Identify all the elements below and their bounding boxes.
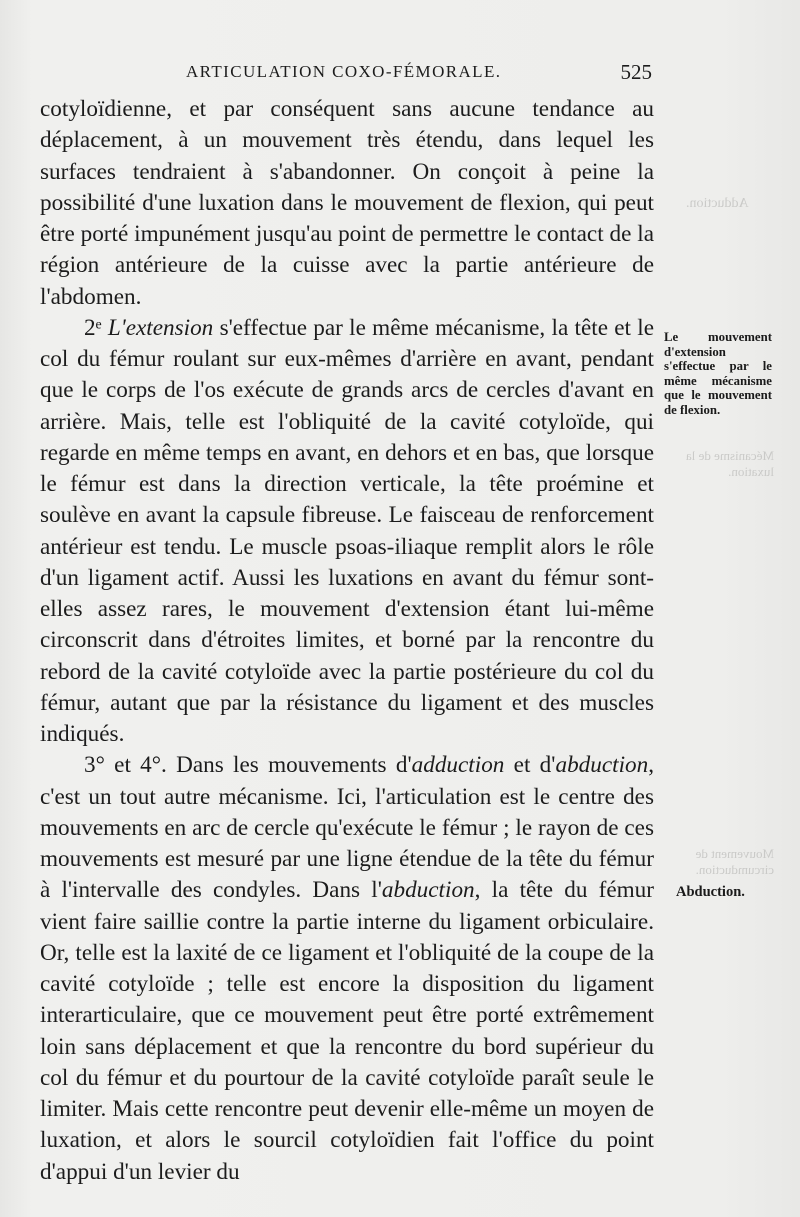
running-title: ARTICULATION COXO-FÉMORALE. [186, 62, 502, 81]
term-abduction: abduction [381, 877, 475, 904]
term-abduction: abduction [555, 752, 649, 779]
bleed-through-text: Mouvement de circumduction. [695, 846, 774, 877]
paragraph-number: 2ᵉ [84, 314, 102, 341]
paragraph-text: s'effectue par le même mécanisme, la tête et le col du fémur roulant sur eux-mêmes d'arrière en avant, pendant que le corps de l'os exécute de grands arcs de cercles d'avant en arrière. Mais, telle est l'obliquité de la cavité cotyloïde, qui regarde en même temps en avant, en dehors et en bas, que lorsque le fémur est dans la direction verticale, la tête proémine et soulève en avant la capsule fibreuse. Le faisceau de renforcement antérieur est tendu. Le muscle psoas-iliaque remplit alors le rôle d'un ligament actif. Aussi les luxations en avant du fémur sont-elles assez rares, le mouvement d'extension étant lui-même circonscrit dans d'étroites limites, et borné par la rencontre du rebord de la cavité cotyloïde avec la partie postérieure du col du fémur, autant que par la résistance du ligament et des muscles indiqués. [40, 314, 655, 747]
paragraph-flexion-end: cotyloïdienne, et par conséquent sans aucune tendance au déplacement, à un mouvement très étendu, dans lequel les surfaces tendraient à s'abandonner. On conçoit à peine la possibilité d'une luxation dans le mouvement de flexion, qui peut être porté impunément jusqu'au point de permettre le contact de la région antérieure de la cuisse avec la partie antérieure de l'abdomen. [40, 96, 654, 310]
paragraph-number: 3° et 4°. [84, 752, 167, 779]
term-extension: L'extension [107, 314, 214, 341]
margin-note-abduction: Abduction. [676, 884, 745, 900]
page-number: 525 [620, 60, 652, 84]
bleed-through-text: Mécanisme de la luxation. [685, 448, 774, 479]
paragraph-text: , la tête du fémur vient faire saillie contre la partie interne du ligament orbiculaire. Or, telle est la laxité de ce ligament et l'obliquité de la coupe de la cavité cotyloïde ; telle est encore la disposition du ligament interarticulaire, que ce mouvement peut être porté extrêmement loin sans déplacement et que la rencontre du bord supérieur du col du fémur et du pourtour de la cavité cotyloïde paraît seule le limiter. Mais cette rencontre peut devenir elle-même un moyen de luxation, et alors le sourcil cotyloïdien fait l'office du point d'appui d'un levier du [40, 877, 654, 1185]
paragraph-text: , c'est un tout autre mécanisme. Ici, l'articulation est le centre des mouvements en arc de cercle qu'exécute le fémur ; le rayon de ces mouvements est mesuré par une ligne étendue de la tête du fémur à l'intervalle des condyles. Dans l' [40, 752, 655, 904]
paragraph-text: Dans les mouvements d' [176, 752, 412, 779]
term-adduction: adduction [411, 752, 505, 779]
page-header [40, 62, 652, 90]
main-text [40, 94, 654, 1188]
paragraph-adduction-abduction [40, 750, 654, 1188]
bleed-through-text: Adduction. [686, 196, 749, 211]
paragraph-text: et d' [504, 752, 556, 779]
margin-note-extension: Le mouvement d'extension s'effectue par le même mécanisme que le mouvement de flexion. [664, 330, 772, 417]
paragraph-extension [40, 313, 654, 751]
